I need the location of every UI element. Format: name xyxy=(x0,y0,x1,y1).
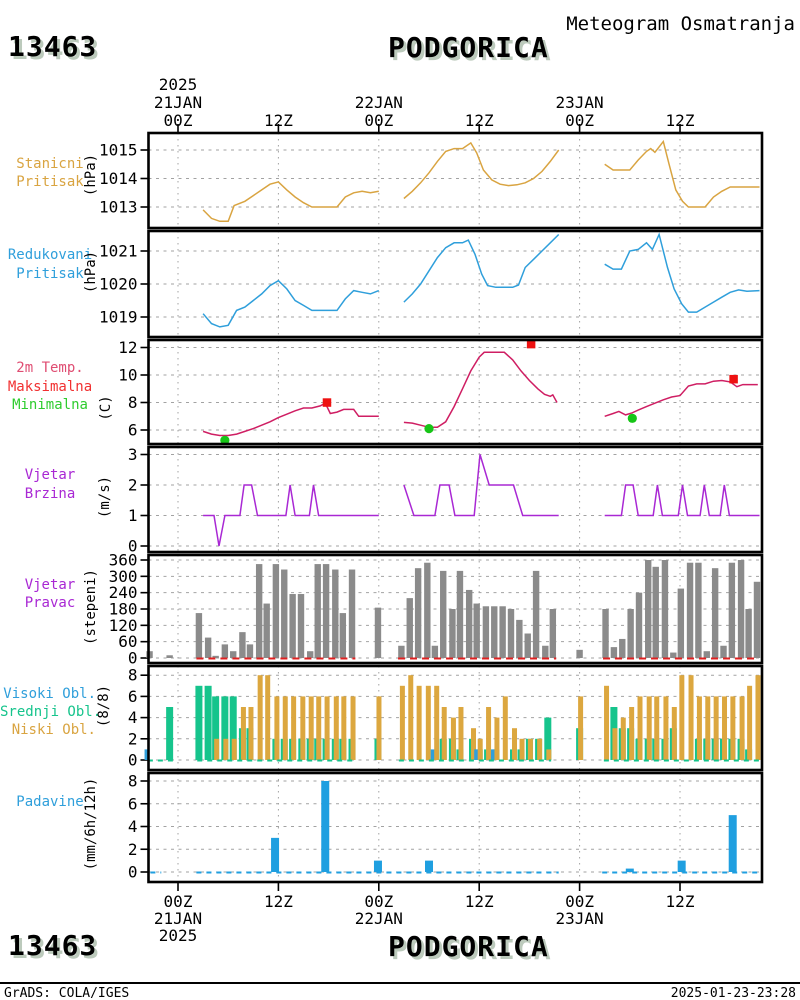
svg-text:2: 2 xyxy=(127,729,138,749)
label-pravac: Pravac xyxy=(24,595,76,611)
time-tick-year: 2025 xyxy=(158,75,198,94)
panel-vjetar-pravac xyxy=(109,551,762,668)
svg-text:1014: 1014 xyxy=(98,169,138,188)
svg-text:0: 0 xyxy=(127,862,138,882)
svg-text:10: 10 xyxy=(118,365,138,385)
svg-text:1020: 1020 xyxy=(98,274,138,294)
time-tick-hour: 00Z xyxy=(565,111,595,130)
svg-text:120: 120 xyxy=(108,615,138,635)
svg-text:180: 180 xyxy=(108,599,138,619)
time-tick-hour: 12Z xyxy=(263,892,293,911)
time-tick-day: 21JAN xyxy=(153,93,203,112)
time-tick-hour: 00Z xyxy=(163,892,193,911)
svg-text:2: 2 xyxy=(127,839,138,859)
unit-mm: (mm/6h/12h) xyxy=(83,777,99,871)
time-tick-hour: 00Z xyxy=(364,892,394,911)
svg-text:0: 0 xyxy=(127,536,138,556)
unit-hpa-2: (hPa) xyxy=(83,250,99,294)
svg-text:60: 60 xyxy=(118,632,138,652)
svg-text:6: 6 xyxy=(127,794,138,814)
grads-credit: GrADS: COLA/IGES xyxy=(4,986,130,1000)
station-id-top: 13463 xyxy=(8,30,98,63)
label-minimalna: Minimalna xyxy=(12,397,88,413)
svg-text:2: 2 xyxy=(127,475,138,495)
label-2m-temp: 2m Temp. xyxy=(16,360,84,376)
unit-osmine: (8/8) xyxy=(96,684,112,728)
unit-stepeni: (stepeni) xyxy=(83,569,99,645)
time-tick-hour: 12Z xyxy=(665,111,695,130)
svg-text:300: 300 xyxy=(108,566,138,586)
label-visoki-obl: Visoki Obl. xyxy=(3,686,96,702)
unit-hpa-1: (hPa) xyxy=(83,153,99,197)
time-tick-day: 22JAN xyxy=(354,93,403,112)
meteogram-subtitle: Meteogram Osmatranja xyxy=(566,13,795,35)
svg-text:3: 3 xyxy=(127,445,138,464)
time-tick-hour: 12Z xyxy=(263,111,293,130)
svg-text:4: 4 xyxy=(127,817,138,836)
svg-text:1021: 1021 xyxy=(98,241,138,261)
panel-padavine xyxy=(128,772,762,883)
label-niski-obl: Niski Obl. xyxy=(11,722,96,738)
label-maksimalna: Maksimalna xyxy=(7,379,93,395)
panel-oblacnost xyxy=(128,666,762,770)
svg-text:8: 8 xyxy=(127,393,138,412)
label-pritisak-2: Pritisak xyxy=(16,266,84,282)
station-id-bottom: 13463 xyxy=(8,929,98,962)
unit-celsius: (C) xyxy=(98,395,114,421)
svg-text:8: 8 xyxy=(127,771,138,791)
label-vjetar-2: Vjetar xyxy=(24,577,76,593)
svg-text:1: 1 xyxy=(127,506,138,525)
time-tick-day: 22JAN xyxy=(354,909,403,928)
unit-ms: (m/s) xyxy=(97,475,113,519)
label-stanicni: Stanicni xyxy=(16,156,84,172)
panel-vjetar-brzina xyxy=(128,445,762,556)
svg-text:1015: 1015 xyxy=(98,140,138,160)
footer-divider xyxy=(0,982,800,984)
label-pritisak-1: Pritisak xyxy=(16,174,84,190)
time-tick-hour: 00Z xyxy=(364,111,394,130)
label-padavine: Padavine xyxy=(16,794,84,810)
time-tick-hour: 12Z xyxy=(665,892,695,911)
svg-text:0: 0 xyxy=(127,750,138,770)
svg-text:360: 360 xyxy=(108,550,138,570)
time-tick-hour: 00Z xyxy=(565,892,595,911)
svg-text:8: 8 xyxy=(127,665,138,685)
panel-stanicni-pritisak xyxy=(99,133,762,228)
svg-text:4: 4 xyxy=(127,708,138,728)
time-tick-day: 23JAN xyxy=(555,93,604,112)
svg-text:1019: 1019 xyxy=(98,307,138,327)
time-tick-hour: 12Z xyxy=(464,892,494,911)
svg-text:12: 12 xyxy=(118,338,138,357)
time-tick-day: 21JAN xyxy=(153,909,203,928)
panel-redukovani-pritisak xyxy=(99,231,762,337)
page-title-bottom: PODGORICA xyxy=(388,930,549,963)
label-redukovani: Redukovani xyxy=(7,247,93,263)
label-brzina: Brzina xyxy=(24,486,76,502)
time-tick-hour: 12Z xyxy=(464,111,494,130)
panel-temperatura xyxy=(118,338,762,445)
render-timestamp: 2025-01-23-23:28 xyxy=(670,986,796,1000)
page-title-top: PODGORICA xyxy=(388,31,549,64)
label-srednji-obl: Srednji Obl. xyxy=(0,704,102,720)
label-vjetar-1: Vjetar xyxy=(24,467,76,483)
time-tick-year: 2025 xyxy=(158,926,198,945)
svg-text:240: 240 xyxy=(108,583,138,603)
time-tick-hour: 00Z xyxy=(163,111,193,130)
svg-text:6: 6 xyxy=(127,420,138,440)
svg-text:1013: 1013 xyxy=(98,197,138,217)
svg-text:0: 0 xyxy=(127,648,138,668)
svg-text:6: 6 xyxy=(127,686,138,706)
time-tick-day: 23JAN xyxy=(555,909,604,928)
